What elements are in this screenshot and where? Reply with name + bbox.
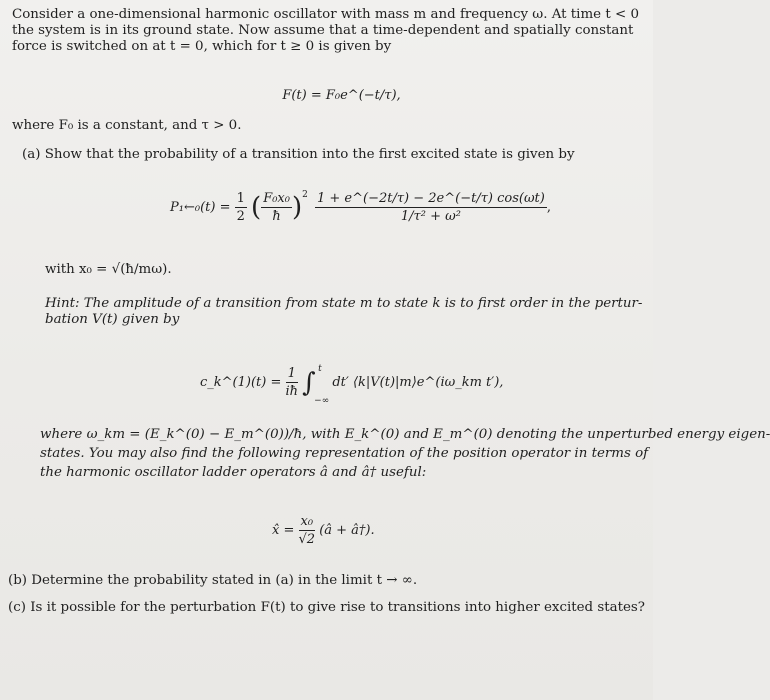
integral-upper: t <box>318 363 322 374</box>
right-paren: ) <box>291 192 303 223</box>
part-b-statement: (b) Determine the probability stated in (a) in the limit t → ∞. <box>8 573 418 588</box>
big-fraction <box>315 191 547 224</box>
big-den: 1/τ² + ω² <box>400 209 461 224</box>
where-hint-line-2: states. You may also find the following representation of the position operator in terms of <box>40 446 649 461</box>
prob-lhs: P₁←₀(t) = <box>170 200 231 215</box>
hint-line-1: Hint: The amplitude of a transition from state m to state k is to first order in the pertur- <box>45 296 643 311</box>
inner-den: ħ <box>272 209 281 224</box>
integral-sign: ∫ t −∞ <box>302 363 330 406</box>
amp-lhs: c_k^(1)(t) = <box>200 375 282 390</box>
amp-frac-den: iħ <box>285 384 299 399</box>
inner-num: F₀x₀ <box>263 191 290 206</box>
integral-lower: −∞ <box>314 395 330 406</box>
half-fraction <box>235 191 247 224</box>
left-paren: ( <box>251 192 262 223</box>
where-constant-line: where F₀ is a constant, and τ > 0. <box>12 118 242 133</box>
hint-line-2: bation V(t) given by <box>45 312 180 327</box>
with-x0-line: with x₀ = √(ħ/mω). <box>45 262 172 277</box>
intro-line-1: Consider a one-dimensional harmonic oscillator with mass m and frequency ω. At time t < 0 <box>12 7 639 22</box>
prob-trailing-comma: , <box>546 200 551 215</box>
where-hint-paragraph <box>0 427 770 481</box>
half-num: 1 <box>236 191 245 206</box>
intro-paragraph <box>0 7 653 55</box>
amplitude-equation <box>0 363 653 406</box>
where-hint-line-1: where ω_km = (E_k^(0) − E_m^(0))/ħ, with E_k^(0) and E_m^(0) denoting the unperturbed energy eigen- <box>40 427 770 442</box>
amp-frac-num: 1 <box>286 366 299 383</box>
intro-line-3: force is switched on at t = 0, which for t ≥ 0 is given by <box>12 39 392 54</box>
force-equation: F(t) = F₀e^(−t/τ), <box>282 88 401 103</box>
x-frac-den: √2 <box>298 532 316 547</box>
intro-line-2: the system is in its ground state. Now assume that a time-dependent and spatially constant <box>12 23 634 38</box>
big-num: 1 + e^(−2t/τ) − 2e^(−t/τ) cos(ωt) <box>317 191 545 206</box>
x-fraction <box>299 514 316 547</box>
x-frac-num: x₀ <box>299 514 316 531</box>
square-exponent: 2 <box>302 190 308 200</box>
inner-fraction <box>261 191 292 224</box>
hint-paragraph <box>0 296 653 328</box>
x-lhs: x̂ = <box>272 523 295 538</box>
half-den: 2 <box>236 209 245 224</box>
x-rhs: (â + â†). <box>319 523 375 538</box>
position-operator-equation <box>0 514 653 547</box>
amp-fraction <box>286 366 299 399</box>
amp-body: dt′ ⟨k|V(t)|m⟩e^(iω_km t′), <box>332 375 504 390</box>
part-a-statement: (a) Show that the probability of a transition into the first excited state is given by <box>22 147 575 162</box>
part-c-statement: (c) Is it possible for the perturbation F(t) to give rise to transitions into higher excited states? <box>8 600 645 615</box>
probability-equation <box>0 190 653 224</box>
where-hint-line-3: the harmonic oscillator ladder operators â and â† useful: <box>40 465 427 480</box>
